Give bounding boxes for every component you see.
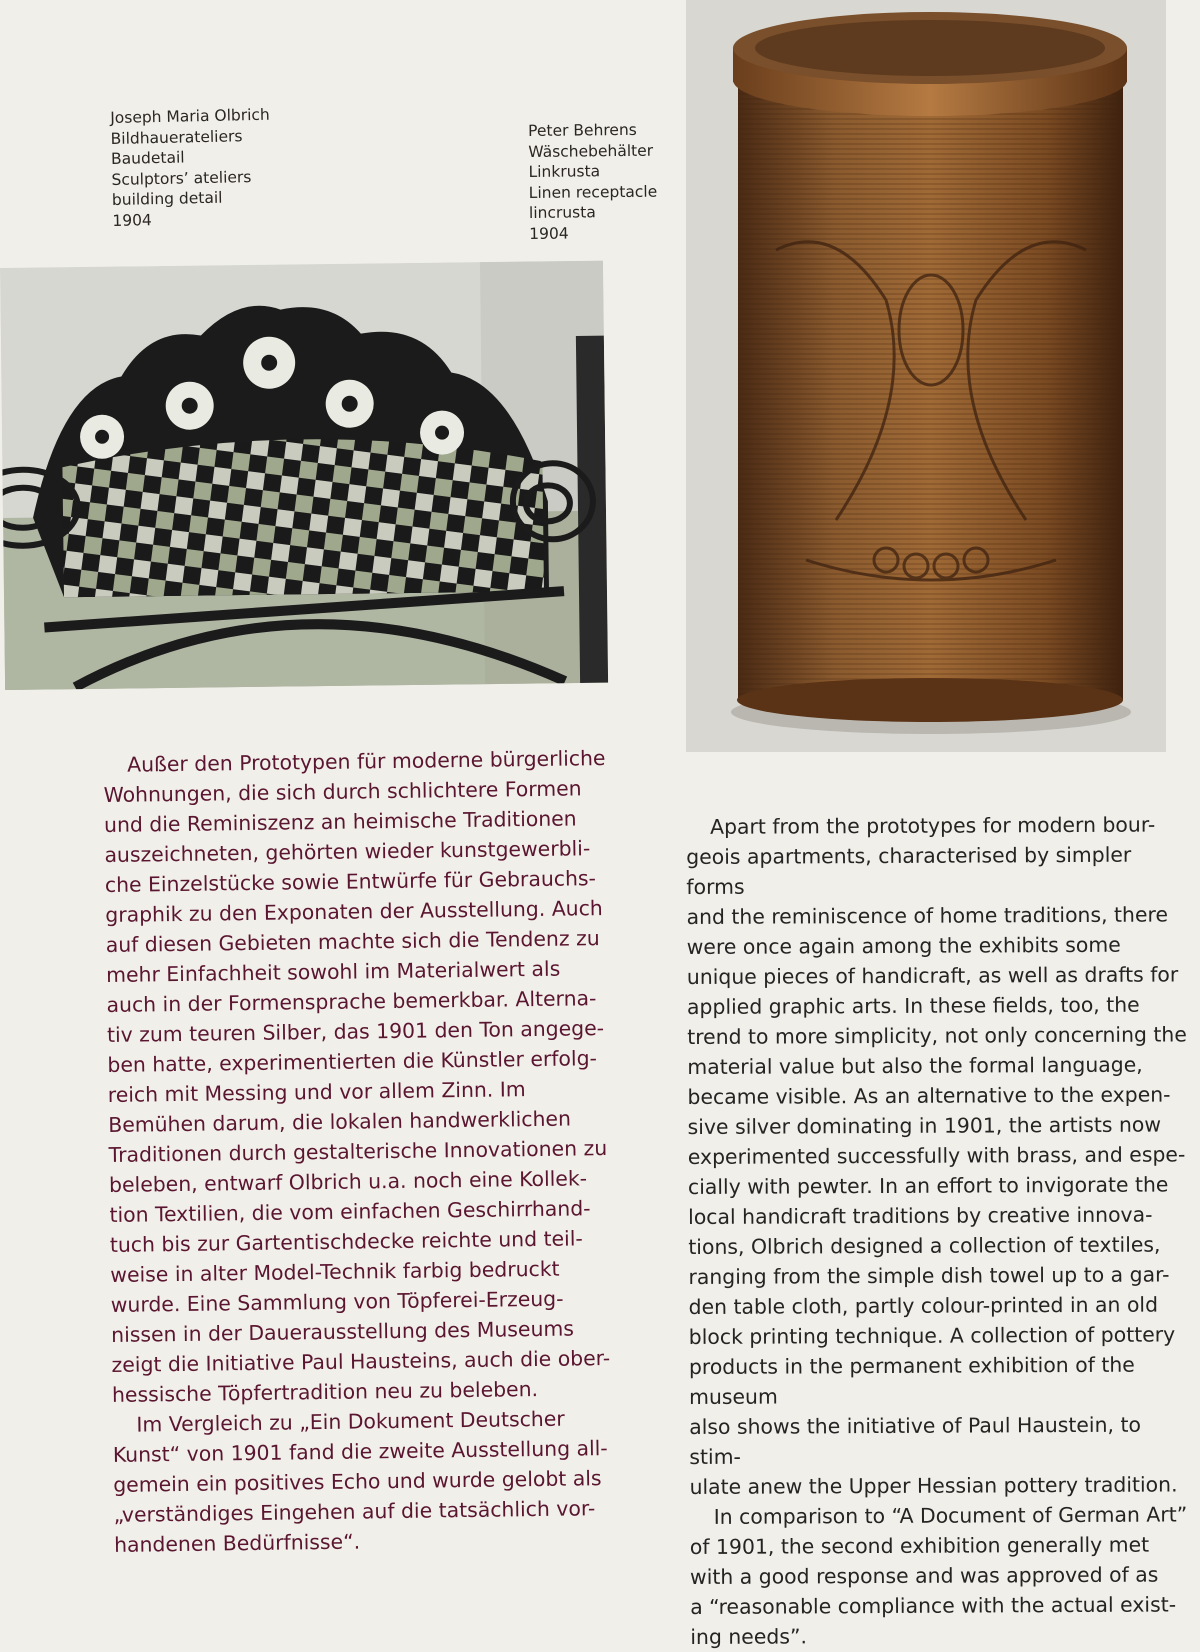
german-text-column: [103, 743, 634, 1560]
english-paragraph-2: In comparison to “A Document of German Art” of 1901, the second exhibition generally met with a good response and was approved of as a “reasonable compliance with the actual exist- ing needs”.: [689, 1502, 1188, 1649]
caption-olbrich: Joseph Maria Olbrich Bildhauerateliers Baudetail Sculptors’ ateliers building detail 1904: [110, 105, 270, 230]
photo-olbrich-building-detail: [0, 261, 608, 690]
english-text-column: [686, 809, 1190, 1652]
german-paragraph-2: Im Vergleich zu „Ein Dokument Deutscher Kunst“ von 1901 fand die zweite Ausstellung all- gemein ein positives Echo und wurde gelobt als „verständiges Eingehen auf die tatsächlich vor- handenen Bedürfnisse“.: [112, 1406, 608, 1557]
photo-behrens-linen-receptacle: [686, 0, 1166, 752]
german-paragraph-1: Außer den Prototypen für moderne bürgerliche Wohnungen, die sich durch schlichtere Formen und die Reminiszenz an heimische Traditionen auszeichneten, gehörten wieder kunstgewerbli- che Einzelstücke sowie Entwürfe für Gebrauchs- graphik zu den Exponaten der Ausstellung. Auch auf diesen Gebieten machte sich die Tendenz zu mehr Einfachheit sowohl im Materialwert als auch in der Formensprache bemerkbar. Alterna- tiv zum teuren Silber, das 1901 den Ton angege- ben hatte, experimentierten die Künstler erfolg- reich mit Messing und vor allem Zinn. Im Bemühen darum, die lokalen handwerklichen Traditionen durch gestalterische Innovationen zu beleben, entwarf Olbrich u.a. noch eine Kollek- tion Textilien, die vom einfachen Geschirrhand- tuch bis zur Gartentischdecke reichte und teil- weise in alter Model-Technik farbig bedruckt wurde. Eine Sammlung von Töpferei-Erzeug- nissen in der Dauerausstellung des Museums zeigt die Initiative Paul Hausteins, auch die ober- hessische Töpfertradition neu zu beleben.: [103, 745, 611, 1407]
english-paragraph-1: Apart from the prototypes for modern bour- geois apartments, characterised by simpler forms and the reminiscence of home traditions, there were once again among the exhibits some unique pieces of handicraft, as well as drafts for applied graphic arts. In these fields, too, the trend to more simplicity, not only concerning the material value but also the formal language, became visible. As an alternative to the expen- sive silver dominating in 1901, the artists now experimented successfully with brass, and espe- cially with pewter. In an effort to invigorate the local handicraft traditions by creative innova- tions, Olbrich designed a collection of textiles, ranging from the simple dish towel up to a gar- den table cloth, partly colour-printed in an old block printing technique. A collection of pottery products in the permanent exhibition of the museum also shows the initiative of Paul Haustein, to stim- ulate anew the Upper Hessian pottery tradition.: [686, 812, 1187, 1499]
caption-behrens: Peter Behrens Wäschebehälter Linkrusta Linen receptacle lincrusta 1904: [528, 120, 658, 243]
